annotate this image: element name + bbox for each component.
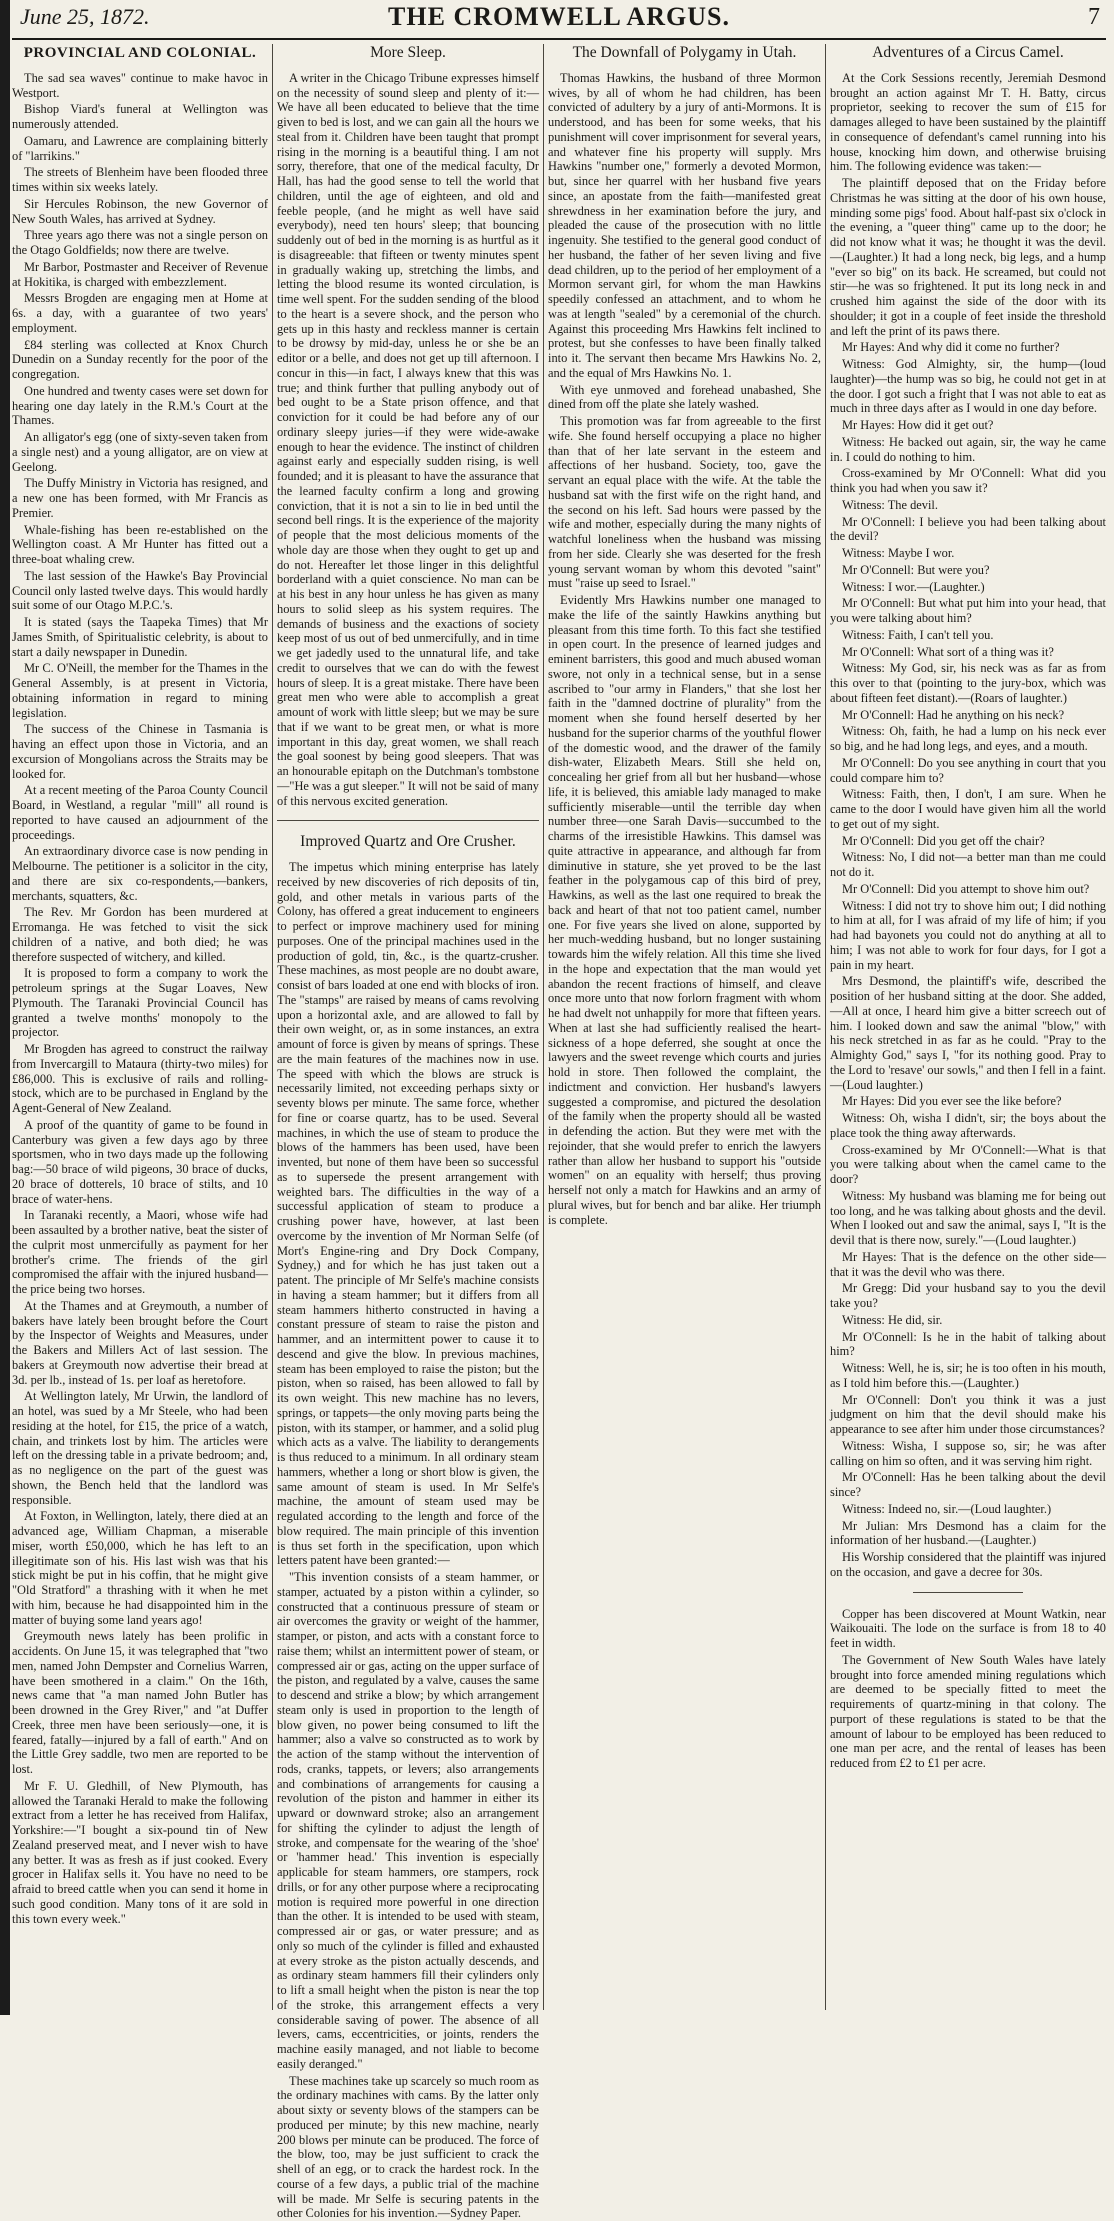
paragraph: Witness: Oh, wisha I didn't, sir; the boys about the place took the thing away afterwards.: [830, 1111, 1106, 1141]
article-body-quartz-crusher: [277, 860, 539, 2221]
article-body-circus-camel: [830, 71, 1106, 1580]
issue-date: June 25, 1872.: [20, 4, 150, 30]
paragraph: Mr O'Connell: Do you see anything in court that you could compare him to?: [830, 756, 1106, 786]
paragraph: Witness: Maybe I wor.: [830, 546, 1106, 561]
paragraph: Mr Hayes: That is the defence on the other side—that it was the devil who was there.: [830, 1250, 1106, 1280]
paragraph: At Foxton, in Wellington, lately, there died at an advanced age, William Chapman, a miserable miser, worth £50,000, which he has left to an illegitimate son of his. His last wish was that his stick might be put in his coffin, that he might give "Old Stratford" a thrashing with it when he met with him, because he had disappointed him in the matter of buying some land years ago!: [12, 1509, 268, 1627]
paragraph: Witness: He did, sir.: [830, 1313, 1106, 1328]
paragraph: Witness: I did not try to shove him out; I did nothing to him at all, for I was afraid of my life of him; if you had had bayonets you could not do anything at all to him; I was not able to work for four days, for I got a pain in my heart.: [830, 899, 1106, 973]
paragraph: Witness: Indeed no, sir.—(Loud laughter.): [830, 1502, 1106, 1517]
paragraph: Witness: He backed out again, sir, the way he came in. I could do nothing to him.: [830, 435, 1106, 465]
paragraph: An alligator's egg (one of sixty-seven taken from a single nest) and a young alligator, are on view at Geelong.: [12, 430, 268, 474]
article-heading-more-sleep: More Sleep.: [277, 46, 539, 61]
paragraph: The last session of the Hawke's Bay Provincial Council only lasted twelve days. This would hardly suit some of our Otago M.P.C.'s.: [12, 569, 268, 613]
paragraph: At the Cork Sessions recently, Jeremiah Desmond brought an action against Mr T. H. Batty, circus proprietor, seeking to recover the sum of £15 for damages alleged to have been sustained by the plaintiff in consequence of defendant's camel running into his house, knocking him down, and otherwise bruising him. The following evidence was taken:—: [830, 71, 1106, 174]
article-heading-polygamy: The Downfall of Polygamy in Utah.: [548, 46, 821, 61]
paragraph: An extraordinary divorce case is now pending in Melbourne. The petitioner is a solicitor in the city, and there are six co-respondents,—bankers, merchants, squatters, &c.: [12, 844, 268, 903]
paragraph: The Duffy Ministry in Victoria has resigned, and a new one has been formed, with Mr Francis as Premier.: [12, 476, 268, 520]
column-rule: [825, 44, 826, 2010]
paragraph: Witness: My husband was blaming me for being out too long, and he was talking about ghosts and the devil. When I looked out and saw the animal, says I, "It is the devil that is there now, surely."—(Loud laughter.): [830, 1189, 1106, 1248]
paragraph: Witness: Well, he is, sir; he is too often in his mouth, as I told him before this.—(Laughter.): [830, 1361, 1106, 1391]
newspaper-title: THE CROMWELL ARGUS.: [12, 2, 1106, 32]
column-1: [12, 44, 268, 2010]
paragraph: Mr O'Connell: Did you attempt to shove him out?: [830, 882, 1106, 897]
paragraph: The Government of New South Wales have lately brought into force amended mining regulations which are deemed to be specially fitted to meet the requirements of quartz-mining in that colony. The purport of these regulations is stated to be that the amount of labour to be employed has been reduced to one man per acre, and the rental of leases has been reduced from £2 to £1 per acre.: [830, 1653, 1106, 1771]
paragraph: Mr O'Connell: What sort of a thing was it?: [830, 645, 1106, 660]
paragraph: With eye unmoved and forehead unabashed, She dined from off the plate she lately washed.: [548, 383, 821, 413]
page-gutter-edge: [0, 0, 10, 2015]
paragraph: Copper has been discovered at Mount Watkin, near Waikouaiti. The lode on the surface is from 18 to 40 feet in width.: [830, 1607, 1106, 1651]
paragraph: £84 sterling was collected at Knox Church Dunedin on a Sunday recently for the poor of the congregation.: [12, 338, 268, 382]
paragraph: Mr O'Connell: But what put him into your head, that you were talking about him?: [830, 596, 1106, 626]
paragraph: Whale-fishing has been re-established on the Wellington coast. A Mr Hunter has fitted out a three-boat whaling crew.: [12, 523, 268, 567]
paragraph: Mr Julian: Mrs Desmond has a claim for the information of her husband.—(Laughter.): [830, 1519, 1106, 1549]
paragraph: A writer in the Chicago Tribune expresses himself on the necessity of sound sleep and plenty of it:—We have all been educated to believe that the time given to bed is lost, and we can gain all the hours we steal from it. Children have been taught that prompt rising in the morning is a beautiful thing. I am not sorry, therefore, that one of the medical faculty, Dr Hall, has had the good sense to tell the world that children, until the age of eighteen, and old and feeble people, (and he might as well have said everybody), need ten hours' sleep; that bouncing suddenly out of bed in the morning is as hurtful as it is disagreeable: that fifteen or twenty minutes spent in gradually waking up, stretching the limbs, and letting the blood resume its wonted circulation, is time well spent. For the sudden sending of the blood to the heart is a severe shock, and the person who gets up in this hasty and reckless manner is certain to be drowsy by mid-day, unless he or she be an editor or a belle, and does not get up till afternoon. I concur in this—in fact, I always knew that this was true; and think further that pulling anybody out of bed ought to be a State prison offence, and that conviction for it could be had before any of our ordinary sleepy juries—if they were wide-awake enough to hear the evidence. The instinct of children against early and especially sudden rising, is well founded; and it is pleasant to have the assurance that the learned faculty confirm a long and growing conviction, that it is not a sin to lie in bed until the second bell rings. It is the experience of the majority of people that the most delicious moments of the whole day are those when they ought to get up and do not. Hereafter let those linger in this delightful borderland with a quiet conscience. No man can be at his best in any hour unless he has given as many hours to solid sleep as his system requires. The demands of business and the exactions of society keep most of us out of bed unmercifully, and in time we get jadedly used to the unnatural life, and take credit to ourselves that we can do with the fewest hours of sleep. It is a great mistake. There have been great men who were able to accomplish a great amount of work with little sleep; but we may be sure that if we want to be great men, or what is more important in this day, great women, we shall reach the goal soonest by being good sleepers. That was an honourable epitaph on the Dutchman's tombstone—"He was a gut sleeper." It will not be said of many of this nervous excited generation.: [277, 71, 539, 809]
article-heading-circus-camel: Adventures of a Circus Camel.: [830, 46, 1106, 61]
article-heading-quartz-crusher: Improved Quartz and Ore Crusher.: [277, 835, 539, 850]
paragraph: "This invention consists of a steam hammer, or stamper, actuated by a piston within a cylinder, so constructed that a continuous pressure of steam or air overcomes the gravity or weight of the hammer, stamper, or piston, and acts with a constant force to raise them; whilst an intermittent power of steam, or compressed air or gas, acting on the upper surface of the piston, and regulated by a valve, causes the same to descend and strike a blow; by which arrangement steam only is used in proportion to the length of blow given, no power being consumed to lift the hammer; also a valve so constructed as to work by the action of the stamp without the intervention of rods, cranks, tappets, or levers; also arrangements and combinations of arrangements for causing a revolution of the piston and hammer in either its upward or downward stroke; also an arrangement for shifting the cylinder to adjust the length of stroke, and compensate for the wearing of the 'shoe' or 'hammer head.' This invention is especially applicable for steam hammers, ore stampers, rock drills, or for any other purpose where a reciprocating motion is required more powerful in one direction than the other. It is intended to be used with steam, compressed air or gas, or water pressure; and as only so much of the cylinder is filled and exhausted at every stroke as the piston actually descends, and as ordinary steam hammers fill their cylinders only to lift a small height when the piston is near the top of the stroke, this arrangement effects a very considerable saving of power. The absence of all levers, cams, eccentricities, or joints, renders the machine easily managed, and not liable to become easily deranged.": [277, 1570, 539, 2072]
paragraph: Witness: I wor.—(Laughter.): [830, 580, 1106, 595]
paragraph: Bishop Viard's funeral at Wellington was numerously attended.: [12, 102, 268, 132]
paragraph: Mr Hayes: How did it get out?: [830, 418, 1106, 433]
masthead: [12, 0, 1106, 40]
paragraph: Three years ago there was not a single person on the Otago Goldfields; now there are twelve.: [12, 228, 268, 258]
article-divider: [913, 1592, 1023, 1593]
paragraph: Mr O'Connell: Is he in the habit of talking about him?: [830, 1330, 1106, 1360]
paragraph: Greymouth news lately has been prolific in accidents. On June 15, it was telegraphed that "two men, named John Dempster and Cornelius Warren, have been smothered in a claim." On the 16th, news came that "a man named John Butler has been drowned in the Grey River," and "at Duffer Creek, three men have been seriously—one, it is feared, fatally—injured by a fall of earth." And on the Little Grey saddle, two men are reported to be lost.: [12, 1629, 268, 1777]
paragraph: Witness: Faith, then, I don't, I am sure. When he came to the door I would have given him all the world to get out of my sight.: [830, 787, 1106, 831]
article-body-polygamy: [548, 71, 821, 1228]
article-body-more-sleep: [277, 71, 539, 809]
paragraph: Mr Barbor, Postmaster and Receiver of Revenue at Hokitika, is charged with embezzlement.: [12, 260, 268, 290]
paragraph: A proof of the quantity of game to be found in Canterbury was given a few days ago by three sportsmen, who in two days made up the following bag:—50 brace of wild pigeons, 30 brace of ducks, 20 brace of dotterels, 10 brace of stilts, and 10 brace of water-hens.: [12, 1118, 268, 1207]
paragraph: Mr C. O'Neill, the member for the Thames in the General Assembly, is at present in Victoria, obtaining information in regard to mining legislation.: [12, 661, 268, 720]
paragraph: It is stated (says the Taapeka Times) that Mr James Smith, of Spiritualistic celebrity, is about to start a daily newspaper in Dunedin.: [12, 615, 268, 659]
article-divider: [277, 820, 539, 821]
paragraph: One hundred and twenty cases were set down for hearing one day lately in the R.M.'s Court at the Thames.: [12, 384, 268, 428]
column-3: [548, 44, 821, 2010]
paragraph: Cross-examined by Mr O'Connell: What did you think you had when you saw it?: [830, 466, 1106, 496]
paragraph: Mr O'Connell: Don't you think it was a just judgment on him that the devil should make his appearance to see after him under those circumstances?: [830, 1393, 1106, 1437]
paragraph: Witness: God Almighty, sir, the hump—(loud laughter)—the hump was so big, he could not get in at the door. I got such a fright that I was not able to eat as much in three days after as I would in one day before.: [830, 357, 1106, 416]
paragraph: Mr Gregg: Did your husband say to you the devil take you?: [830, 1281, 1106, 1311]
paragraph: Mr O'Connell: Had he anything on his neck?: [830, 708, 1106, 723]
paragraph: Oamaru, and Lawrence are complaining bitterly of "larrikins.": [12, 134, 268, 164]
paragraph: His Worship considered that the plaintiff was injured on the occasion, and gave a decree for 30s.: [830, 1550, 1106, 1580]
column-rule: [272, 44, 273, 2010]
paragraph: Mr O'Connell: I believe you had been talking about the devil?: [830, 515, 1106, 545]
paragraph: Witness: No, I did not—a better man than me could not do it.: [830, 850, 1106, 880]
paragraph: Mr O'Connell: But were you?: [830, 563, 1106, 578]
paragraph: Mr Hayes: Did you ever see the like before?: [830, 1094, 1106, 1109]
paragraph: Cross-examined by Mr O'Connell:—What is that you were talking about when the camel came to the door?: [830, 1143, 1106, 1187]
article-heading-provincial: PROVINCIAL AND COLONIAL.: [12, 46, 268, 61]
article-body-mining-notes: [830, 1607, 1106, 1771]
paragraph: These machines take up scarcely so much room as the ordinary machines with cams. By the latter only about sixty or seventy blows of the stampers can be produced per minute; by this new machine, nearly 200 blows per minute can be produced. The force of the blow, too, may be just sufficient to crack the shell of an egg, or to crack the hardest rock. In the course of a few days, a public trial of the machine will be made. Mr Selfe is securing patents in the other Colonies for his invention.—Sydney Paper.: [277, 2074, 539, 2221]
paragraph: In Taranaki recently, a Maori, whose wife had been assaulted by a brother native, beat the sister of the culprit most unmercifully as payment for her brother's crime. The friends of the girl compromised the affair with the injured husband—the price being two horses.: [12, 1208, 268, 1297]
paragraph: The sad sea waves" continue to make havoc in Westport.: [12, 71, 268, 101]
paragraph: Mr O'Connell: Has he been talking about the devil since?: [830, 1470, 1106, 1500]
paragraph: The impetus which mining enterprise has lately received by new discoveries of rich deposits of tin, gold, and other metals in various parts of the Colony, has offered a great inducement to engineers to perfect or improve machinery used for mining purposes. One of the principal machines used in the production of gold, tin, &c., is the quartz-crusher. These machines, as most people are no doubt aware, consist of bars loaded at one end with blocks of iron. The "stamps" are raised by means of cams revolving upon a horizontal axle, and are allowed to fall by their own weight, or, as in some instances, an extra amount of force is given by means of springs. These are the main features of the machines now in use. The speed with which the blows are struck is necessarily limited, not exceeding perhaps sixty or seventy blows per minute. The same force, whether for fine or coarse quartz, has to be used. Several machines, in which the use of steam to produce the blows of the hammers has been used, have been invented, but none of them have been so successful as to supersede the present arrangement with weighted bars. The difficulties in the way of a successful application of steam to produce a crushing power have, however, at last been overcome by the invention of Mr Norman Selfe (of Mort's Engine-ring and Dry Dock Company, Sydney,) and for which he has just taken out a patent. The principle of Mr Selfe's machine consists in having a steam hammer; but it differs from all steam hammers hitherto constructed in having a constant pressure of steam to raise the piston and hammer, and an intermittent power to cause it to descend and give the blow. In previous machines, steam has been employed to raise the piston; but the piston, when so raised, has been allowed to fall by its own weight. This new machine has no levers, springs, or tappets—the only moving parts being the piston, with its stamper, or hammer, and a solid plug which acts as a valve. The liability to derangements is thus reduced to a minimum. In all ordinary steam hammers, whether a long or short blow is given, the same amount of steam is used. In Mr Selfe's machine, the amount of steam used may be regulated according to the length and force of the blow required. The main principle of this invention is thus set forth in the specification, upon which letters patent have been granted:—: [277, 860, 539, 1568]
paragraph: Sir Hercules Robinson, the new Governor of New South Wales, has arrived at Sydney.: [12, 197, 268, 227]
paragraph: It is proposed to form a company to work the petroleum springs at the Sugar Loaves, New Plymouth. The Taranaki Provincial Council has granted a twelve months' monopoly to the projector.: [12, 966, 268, 1040]
column-rule: [543, 44, 544, 2010]
column-2: [277, 44, 539, 2010]
paragraph: Mr Brogden has agreed to construct the railway from Invercargill to Mataura (thirty-two miles) for £86,000. This is exclusive of rails and rolling-stock, which are to be purchased in England by the Agent-General of New Zealand.: [12, 1042, 268, 1116]
paragraph: Messrs Brogden are engaging men at Home at 6s. a day, with a guarantee of two years' employment.: [12, 291, 268, 335]
paragraph: Thomas Hawkins, the husband of three Mormon wives, by all of whom he had children, has been convicted of adultery by a jury of anti-Mormons. It is understood, and has been for some weeks, that his punishment will cover imprisonment for several years, and whatever fine his property will supply. Mrs Hawkins "number one," formerly a devoted Mormon, but, since her quarrel with her husband five years since, an apostate from the faith—manifested great shrewdness in her examination before the jury, and pleaded the cause of the prosecution with no little ingenuity. She testified to the general good conduct of her husband, the father of her seven living and five dead children, up to the period of her employment of a Mormon servant girl, for whom the man Hawkins speedily confessed an attachment, and to whom he was at length "sealed" by a ceremonial of the church. Against this proceeding Mrs Hawkins felt inclined to protest, but she confesses to have been finally talked into it. The servant then became Mrs Hawkins No. 2, and the equal of Mrs Hawkins No. 1.: [548, 71, 821, 381]
page-number: 7: [1088, 4, 1100, 31]
paragraph: Witness: Oh, faith, he had a lump on his neck ever so big, and he had long legs, and eyes, and a mouth.: [830, 724, 1106, 754]
article-body-provincial: [12, 71, 268, 1927]
paragraph: Witness: Faith, I can't tell you.: [830, 628, 1106, 643]
paragraph: The plaintiff deposed that on the Friday before Christmas he was sitting at the door of his own house, minding some pigs' food. About half-past six o'clock in the evening, a "queer thing" came up to the door; he did not know what it was; he thought it was the devil.—(Laughter.) It had a long neck, big legs, and a hump "ever so big" on its back. He screamed, but could not stir—he was so frightened. It put its long neck in and crushed him against the side of the door with its shoulder; it got in a couple of feet inside the threshold and left the print of its paws there.: [830, 176, 1106, 338]
paragraph: Evidently Mrs Hawkins number one managed to make the life of the saintly Hawkins anything but pleasant from this time forth. To this fact she testified in open court. In the presence of learned judges and eminent barristers, this good and much abused woman swore, not only in a technical sense, but in a sense ascribed to "our army in Flanders," that she lost her faith in the "damned doctrine of plurality" from the moment when she found herself deserted by her husband for the superior charms of the youthful flower of the domestic wood, and the drawer of the family dish-water, Elizabeth Mears. Still she held on, concealing her grief from all but her husband—whose life, it is believed, this amiable lady managed to make sufficiently miserable—until the terrible day when number three—one Sarah Davis—succumbed to the charms of the irresistible Hawkins. This damsel was quite attractive in appearance, and although far from diminutive in stature, she yet proved to be the last feather in the polygamous cap of this bird of prey, Hawkins, as well as the last one required to break the back and heart of that not too patient camel, number one. For five years she lived on alone, supported by her much-wedding husband, but no longer sustaining towards him the wifely relation. All this time she lived in the hope and expectation that the man would yet abandon the recent fractions of himself, and cleave once more unto that now forlorn fragment with whom he had dwelt not unhappily for more that fifteen years. When at last she had sufficiently realised the heart-sickness of a hope deferred, she sought at once the lawyers and the sweet revenge which courts and juries hold in store. Then followed the complaint, the indictment and conviction. Her husband's lawyers suggested a compromise, and pictured the desolation of the family when the property should all be wasted in defending the action. But they were met with the rejoinder, that she would prefer to enrich the lawyers rather than allow her husband to support his "outside women" on an equality with herself; thus proving herself not only a match for Hawkins and an army of plural wives, but for bench and bar alike. Her triumph is complete.: [548, 593, 821, 1227]
paragraph: Mrs Desmond, the plaintiff's wife, described the position of her husband sitting at the door. She added,—All at once, I heard him give a bitter screech out of him. I looked down and saw the animal "blow," with his neck stretched in as far as he could. "Pray to the Almighty God," says I, "for its nothing good. Pray to the Lord to 'resave' our sowls," and then I fell in a faint.—(Loud laughter.): [830, 974, 1106, 1092]
paragraph: Mr O'Connell: Did you get off the chair?: [830, 834, 1106, 849]
paragraph: The success of the Chinese in Tasmania is having an effect upon those in Victoria, and an excursion of Mongolians across the Straits may be looked for.: [12, 722, 268, 781]
paragraph: Witness: The devil.: [830, 498, 1106, 513]
paragraph: This promotion was far from agreeable to the first wife. She found herself occupying a place no higher than that of her late servant in the esteem and affections of her husband. Society, too, gave the servant an equal place with the wife. At the table the husband sat with the first wife on the right hand, and the second on his left. Sad hours were passed by the wife and mother, especially during the many nights of watchful loneliness when the husband was missing from her side. Clearly she was deserted for the fresh young servant woman by whom this devoted "saint" must "raise up seed to Israel.": [548, 414, 821, 591]
column-4: [830, 44, 1106, 2010]
paragraph: The streets of Blenheim have been flooded three times within six weeks lately.: [12, 165, 268, 195]
paragraph: Mr Hayes: And why did it come no further?: [830, 340, 1106, 355]
paragraph: The Rev. Mr Gordon has been murdered at Erromanga. He was fetched to visit the sick children of a native, and both died; he was therefore suspected of witchery, and killed.: [12, 905, 268, 964]
paragraph: Mr F. U. Gledhill, of New Plymouth, has allowed the Taranaki Herald to make the following extract from a letter he has received from Halifax, Yorkshire:—"I bought a six-pound tin of New Zealand preserved meat, and I never wish to have any better. It was as fresh as if just cooked. Every grocer in Halifax sells it. You have no need to be afraid to breed cattle when you can send it home in such good condition. Many tons of it are sold in this town every week.": [12, 1779, 268, 1927]
paragraph: Witness: My God, sir, his neck was as far as from this over to that (pointing to the jury-box, which was about fifteen feet distant).—(Roars of laughter.): [830, 661, 1106, 705]
paragraph: At a recent meeting of the Paroa County Council Board, in Westland, a regular "mill" all round is reported to have caused an adjournment of the proceedings.: [12, 783, 268, 842]
paragraph: Witness: Wisha, I suppose so, sir; he was after calling on him so often, and it was serving him right.: [830, 1439, 1106, 1469]
paragraph: At Wellington lately, Mr Urwin, the landlord of an hotel, was sued by a Mr Steele, who had been residing at the hotel, for £15, the price of a watch, chain, and trinkets lost by him. The articles were left on the dressing table in a private bedroom; and, as no negligence on the part of the guest was shown, the Bench held that the landlord was responsible.: [12, 1389, 268, 1507]
paragraph: At the Thames and at Greymouth, a number of bakers have lately been brought before the Court by the Inspector of Weights and Measures, under the Bakers and Millers Act of last session. The bakers at Greymouth now advertise their bread at 3d. per lb., instead of 1s. per loaf as heretofore.: [12, 1299, 268, 1388]
